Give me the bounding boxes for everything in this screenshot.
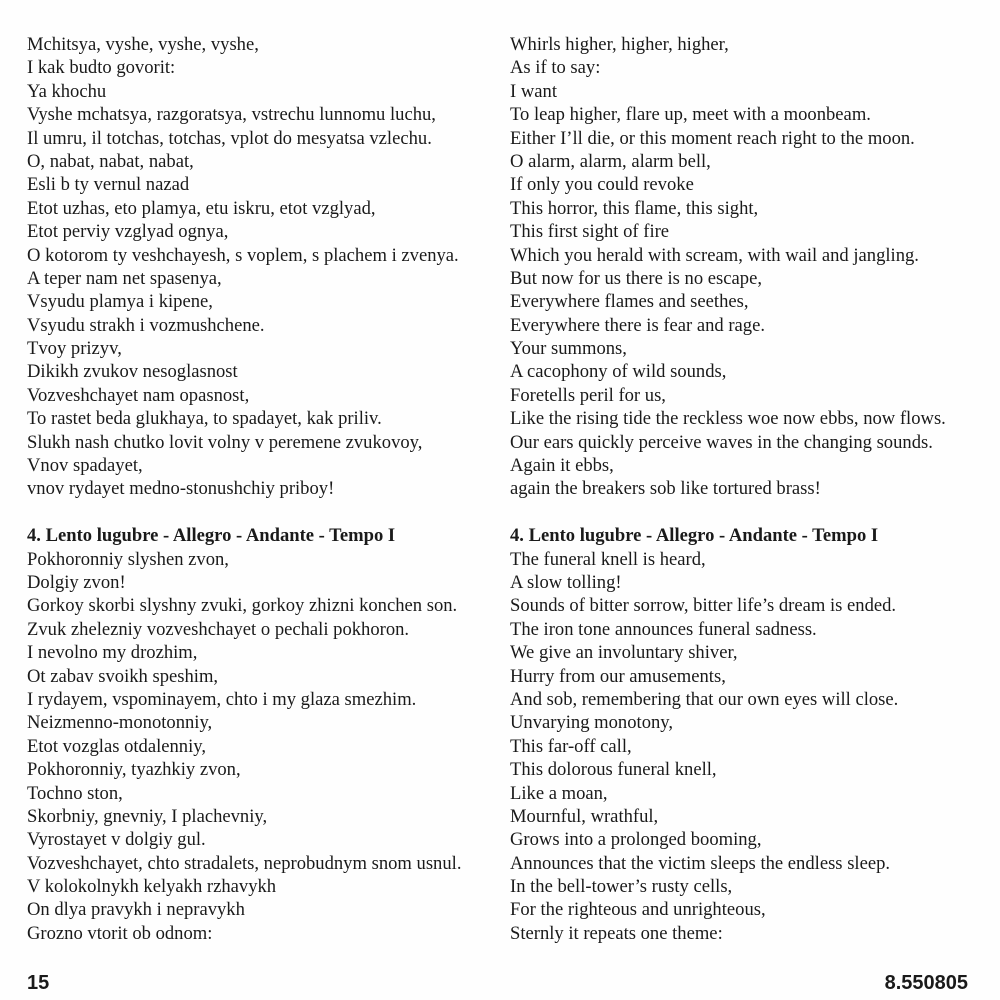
verse-line: For the righteous and unrighteous, (510, 899, 766, 921)
verse-line: Slukh nash chutko lovit volny v peremene zvukovoy, (27, 431, 423, 453)
verse-line: Like the rising tide the reckless woe now ebbs, now flows. (510, 408, 946, 430)
page-number: 15 (27, 972, 50, 994)
russian-transliteration-column (27, 33, 461, 945)
verse-line: I want (510, 80, 557, 102)
verse-line: Unvarying monotony, (510, 712, 674, 734)
verse-line: Il umru, il totchas, totchas, vplot do mesyatsa vzlechu. (27, 127, 432, 149)
verse-line: Vyrostayet v dolgiy gul. (27, 829, 206, 851)
section-4-heading: 4. Lento lugubre - Allegro - Andante - Tempo I (510, 525, 879, 547)
verse-line: Tochno ston, (27, 782, 123, 804)
verse-line: Announces that the victim sleeps the endless sleep. (510, 852, 891, 874)
verse-line: Sternly it repeats one theme: (510, 922, 723, 944)
verse-line: Hurry from our amusements, (510, 665, 726, 687)
verse-line: Vsyudu plamya i kipene, (27, 291, 213, 313)
verse-line: The funeral knell is heard, (510, 548, 706, 570)
verse-line: Neizmenno-monotonniy, (27, 712, 213, 734)
verse-line: We give an involuntary shiver, (510, 642, 738, 664)
verse-line: To rastet beda glukhaya, to spadayet, kak priliv. (27, 408, 382, 430)
stanza-spacer (27, 501, 461, 524)
verse-line: Vyshe mchatsya, razgoratsya, vstrechu lunnomu luchu, (27, 104, 436, 126)
verse-line: This dolorous funeral knell, (510, 759, 717, 781)
verse-line: O, nabat, nabat, nabat, (27, 150, 194, 172)
verse-line: I rydayem, vspominayem, chto i my glaza smezhim. (27, 688, 417, 710)
verse-line: O alarm, alarm, alarm bell, (510, 150, 711, 172)
verse-line: Vozveshchayet nam opasnost, (27, 384, 250, 406)
verse-line: Whirls higher, higher, higher, (510, 34, 729, 55)
verse-line: Mournful, wrathful, (510, 805, 659, 827)
verse-line: A teper nam net spasenya, (27, 267, 222, 289)
verse-line: Our ears quickly perceive waves in the changing sounds. (510, 431, 933, 453)
verse-line: Tvoy prizyv, (27, 338, 122, 360)
verse-line: Ya khochu (27, 80, 107, 102)
verse-line: If only you could revoke (510, 174, 694, 196)
stanza-spacer (510, 501, 946, 524)
verse-line: In the bell-tower’s rusty cells, (510, 876, 733, 898)
verse-line: Etot perviy vzglyad ognya, (27, 221, 229, 243)
catalog-number: 8.550805 (884, 972, 968, 994)
verse-line: Grozno vtorit ob odnom: (27, 922, 213, 944)
verse-line: V kolokolnykh kelyakh rzhavykh (27, 876, 277, 898)
verse-line: This first sight of fire (510, 221, 670, 243)
verse-line: vnov rydayet medno-stonushchiy priboy! (27, 478, 335, 500)
verse-line: I kak budto govorit: (27, 57, 176, 79)
verse-line: Like a moan, (510, 782, 608, 804)
section-3-verse (27, 33, 461, 501)
verse-line: Vsyudu strakh i vozmushchene. (27, 314, 265, 336)
verse-line: again the breakers sob like tortured brass! (510, 478, 821, 500)
verse-line: Mchitsya, vyshe, vyshe, vyshe, (27, 34, 259, 55)
verse-line: Etot vozglas otdalenniy, (27, 735, 207, 757)
verse-line: Your summons, (510, 338, 627, 360)
verse-line: Ot zabav svoikh speshim, (27, 665, 219, 687)
section-3-verse (510, 33, 946, 501)
verse-line: Gorkoy skorbi slyshny zvuki, gorkoy zhizni konchen son. (27, 595, 458, 617)
verse-line: On dlya pravykh i nepravykh (27, 899, 245, 921)
verse-line: Skorbniy, gnevniy, I plachevniy, (27, 805, 268, 827)
verse-line: Dikikh zvukov nesoglasnost (27, 361, 238, 383)
verse-line: Everywhere there is fear and rage. (510, 314, 766, 336)
verse-line: Etot uzhas, eto plamya, etu iskru, etot vzglyad, (27, 197, 376, 219)
verse-line: As if to say: (510, 57, 601, 79)
verse-line: And sob, remembering that our own eyes will close. (510, 688, 899, 710)
verse-line: A slow tolling! (510, 571, 622, 593)
verse-line: Again it ebbs, (510, 455, 614, 477)
verse-line: But now for us there is no escape, (510, 267, 762, 289)
verse-line: Pokhoronniy slyshen zvon, (27, 548, 229, 570)
verse-line: Pokhoronniy, tyazhkiy zvon, (27, 759, 241, 781)
verse-line: Dolgiy zvon! (27, 571, 126, 593)
verse-line: Vozveshchayet, chto stradalets, neprobudnym snom usnul. (27, 852, 462, 874)
verse-line: To leap higher, flare up, meet with a moonbeam. (510, 104, 871, 126)
verse-line: This horror, this flame, this sight, (510, 197, 759, 219)
verse-line: Vnov spadayet, (27, 455, 143, 477)
verse-line: This far-off call, (510, 735, 632, 757)
verse-line: Esli b ty vernul nazad (27, 174, 190, 196)
verse-line: The iron tone announces funeral sadness. (510, 618, 817, 640)
verse-line: Everywhere flames and seethes, (510, 291, 749, 313)
verse-line: Foretells peril for us, (510, 384, 666, 406)
verse-line: O kotorom ty veshchayesh, s voplem, s plachem i zvenya. (27, 244, 459, 266)
section-4-verse (510, 548, 946, 946)
section-4-heading: 4. Lento lugubre - Allegro - Andante - Tempo I (27, 525, 396, 547)
verse-line: I nevolno my drozhim, (27, 642, 198, 664)
verse-line: Zvuk zhelezniy vozveshchayet o pechali pokhoron. (27, 618, 410, 640)
verse-line: Sounds of bitter sorrow, bitter life’s dream is ended. (510, 595, 897, 617)
english-translation-column (510, 33, 946, 945)
verse-line: Either I’ll die, or this moment reach right to the moon. (510, 127, 915, 149)
verse-line: A cacophony of wild sounds, (510, 361, 727, 383)
verse-line: Grows into a prolonged booming, (510, 829, 762, 851)
verse-line: Which you herald with scream, with wail and jangling. (510, 244, 919, 266)
section-4-verse (27, 548, 461, 946)
